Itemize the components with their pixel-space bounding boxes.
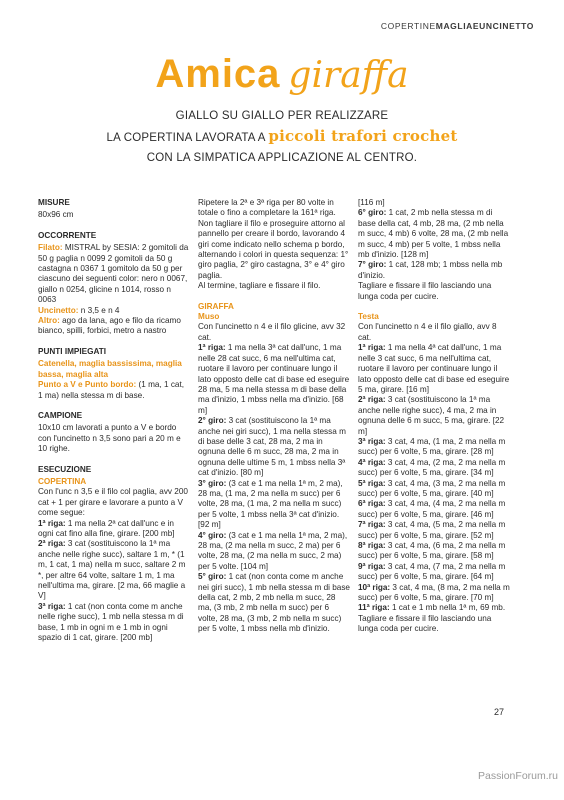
row-label: 3ª riga: bbox=[38, 601, 66, 611]
row-label: 3° giro: bbox=[198, 478, 227, 488]
column-2 bbox=[198, 198, 350, 635]
title-word-amica: Amica bbox=[155, 52, 281, 96]
filato-text: MISTRAL by SESIA: 2 gomitoli da 50 g paglia n 0099 2 gomitoli da 50 g castagna n 0367 1 gomitolo da 50 g per ciascuno dei seguenti color: nero n 0067, giallo n 0254, glicine n 1014, rosso n 0063 bbox=[38, 243, 189, 305]
row-text: 3 cat, 4 ma, (6 ma, 2 ma nella m succ) per 6 volte, 5 ma, girare. [58 m] bbox=[358, 541, 506, 561]
row-label: 8ª riga: bbox=[358, 541, 386, 550]
row-3 bbox=[38, 602, 190, 644]
muso-row-1 bbox=[198, 343, 350, 416]
muso-finish: Tagliare e fissare il filo lasciando una lunga coda per cucire. bbox=[358, 281, 492, 301]
misure-heading: MISURE bbox=[38, 198, 70, 207]
row-text: 1 cat (non conta come m anche nei giri succ), 1 mb nella stessa m di base della cat, 2 mb, 2 mb nella m succ, 28 ma, (3 mb, 2 mb nella m succ) per 6 volte, 28 ma, (3 mb, 2 mb nella m succ) per 5 volte, 1 mbss nella mb d'inizio. bbox=[198, 572, 350, 634]
row-text: 3 cat (sostituiscono la 1ª ma anche nei giri succ), 1 ma nella stessa m di base delle 3 cat, 28 ma, 2 ma in ognuna delle 6 m succ, 28 ma, 2 ma in ognuna delle ultime 5 m, 1 mbss nella 3ª cat d'inizio. [80 m] bbox=[198, 416, 346, 478]
row-text: 3 cat, 4 ma, (5 ma, 2 ma nella m succ) per 6 volte, 5 ma, girare. [52 m] bbox=[358, 520, 506, 540]
repeat-paragraph: Ripetere la 2ª e 3ª riga per 80 volte in totale o fino a completare la 161ª riga. Non tagliare il filo e proseguire attorno al pannello per creare il bordo, lavorando 4 giri come indicato nello schema p bordo, alternando i colori in questa sequenza: 1° giro paglia, 2° giro castagna, 3° e 4° giro paglia. bbox=[198, 198, 349, 280]
misure-text: 80x96 cm bbox=[38, 210, 74, 220]
testa-row-2 bbox=[358, 395, 510, 437]
subtitle bbox=[0, 106, 564, 168]
watermark: PassionForum.ru bbox=[478, 770, 558, 782]
muso-round-3 bbox=[198, 479, 350, 531]
row-text: (3 cat e 1 ma nella 1ª m, 2 ma), 28 ma, (1 ma, 2 ma nella m succ) per 6 volte, 28 ma, (1 ma, 2 ma nella m succ) per 5 volte, 1 mbss nella 3ª cat d'inizio. [92 m] bbox=[198, 478, 343, 530]
campione-heading: CAMPIONE bbox=[38, 410, 83, 420]
row-text: 3 cat, 4 ma, (4 ma, 2 ma nella m succ) per 6 volte, 5 ma, girare. [46 m] bbox=[358, 499, 506, 519]
row-text: 3 cat, 4 ma, (7 ma, 2 ma nella m succ) per 6 volte, 5 ma, girare. [64 m] bbox=[358, 561, 506, 582]
row-label: 7° giro: bbox=[358, 260, 387, 270]
row-2 bbox=[38, 539, 190, 601]
column-1 bbox=[38, 198, 190, 643]
altro-label: Altro: bbox=[38, 316, 60, 326]
muso-round-7 bbox=[358, 260, 510, 281]
running-header bbox=[381, 21, 534, 31]
altro-paragraph bbox=[38, 316, 190, 337]
row-label: 10ª riga: bbox=[358, 582, 391, 592]
esecuzione-heading: ESECUZIONE bbox=[38, 464, 92, 474]
stitch-count: [116 m] bbox=[358, 198, 385, 207]
page-title bbox=[0, 52, 564, 97]
filato-label: Filato: bbox=[38, 243, 63, 253]
testa-row-9 bbox=[358, 562, 510, 583]
page-number: 27 bbox=[494, 707, 505, 717]
testa-row-10 bbox=[358, 583, 510, 604]
occorrente-heading: OCCORRENTE bbox=[38, 230, 97, 240]
subtitle-line-1: GIALLO SU GIALLO PER REALIZZARE bbox=[175, 110, 389, 122]
uncinetto-text: n 3,5 e n 4 bbox=[78, 305, 120, 315]
subtitle-line-2 bbox=[0, 126, 564, 148]
testa-intro: Con l'uncinetto n 4 e il filo giallo, avv 8 cat. bbox=[358, 322, 497, 342]
uncinetto-label: Uncinetto: bbox=[38, 305, 79, 315]
row-label: 2ª riga: bbox=[38, 539, 66, 549]
row-1 bbox=[38, 519, 190, 540]
row-label: 6ª riga: bbox=[358, 499, 386, 509]
row-label: 9ª riga: bbox=[358, 561, 386, 571]
finish-paragraph: Al termine, tagliare e fissare il filo. bbox=[198, 281, 321, 291]
row-text: 3 cat, 4 ma, (1 ma, 2 ma nella m succ) per 6 volte, 5 ma, girare. [28 m] bbox=[358, 436, 506, 457]
row-label: 5ª riga: bbox=[358, 478, 386, 488]
subtitle-line-3: CON LA SIMPATICA APPLICAZIONE AL CENTRO. bbox=[146, 152, 418, 164]
row-text: 3 cat, 4 ma, (8 ma, 2 ma nella m succ) per 6 volte, 5 ma, girare. [70 m] bbox=[358, 582, 510, 603]
title-word-giraffa: giraffa bbox=[288, 55, 409, 96]
testa-row-7 bbox=[358, 520, 510, 541]
row-text: 1 cat (non conta come m anche nelle righe succ), 1 mb nella stessa m di base, 1 mb in ogni m e 1 mb in ogni spazio di 1 cat, girare. [200 mb] bbox=[38, 601, 184, 643]
muso-round-4 bbox=[198, 531, 350, 573]
row-label: 4° giro: bbox=[198, 530, 227, 540]
row-label: 11ª riga: bbox=[358, 603, 390, 613]
testa-finish: Tagliare e fissare il filo lasciando una lunga coda per cucire. bbox=[358, 613, 492, 634]
column-3 bbox=[358, 198, 510, 635]
row-label: 5° giro: bbox=[198, 572, 227, 582]
row-text: 1 ma nella 2ª cat dall'unc e in ogni cat fino alla fine, girare. [200 mb] bbox=[38, 518, 175, 538]
filato-paragraph bbox=[38, 243, 190, 305]
row-label: 1ª riga: bbox=[358, 343, 386, 353]
punto-text: (1 ma, 1 cat, 1 ma) nella stessa m di base. bbox=[38, 380, 185, 400]
row-text: 3 cat (sostituiscono la 1ª ma anche nelle righe succ), saltare 1 m, * (1 m, 1 cat, 1 ma) nella m succ, saltare 2 m *, per altre 64 volte, saltare 1 m, 1 ma nell'ultima ma, girare. [2 ma, 66 maglie a V] bbox=[38, 539, 186, 601]
testa-row-1 bbox=[358, 343, 510, 395]
punti-list: Catenella, maglia bassissima, maglia bassa, maglia alta bbox=[38, 359, 182, 379]
muso-round-5 bbox=[198, 572, 350, 634]
copertina-heading: COPERTINA bbox=[38, 476, 87, 486]
altro-text: ago da lana, ago e filo da ricamo bianco, spilli, forbici, metro a nastro bbox=[38, 316, 181, 336]
esecuzione-intro: Con l'unc n 3,5 e il filo col paglia, avv 200 cat + 1 per girare e lavorare a punto a V come segue: bbox=[38, 487, 188, 518]
row-text: 1 cat, 128 mb; 1 mbss nella mb d'inizio. bbox=[358, 260, 503, 280]
row-text: 1 ma nella 4ª cat dall'unc, 1 ma nelle 3 cat succ, 6 ma nell'ultima cat, ruotare il lavoro per continuare lungo il lato opposto delle cat di base ed eseguire 5 ma, girare. [16 m] bbox=[358, 343, 510, 394]
row-text: (3 cat e 1 ma nella 1ª ma, 2 ma), 28 ma, (2 ma nella m succ, 2 ma) per 6 volte, 28 ma, (2 ma nella m succ, 2 ma) per 5 volte. [104 m] bbox=[198, 530, 348, 571]
row-text: 1 cat e 1 mb nella 1ª m, 69 mb. bbox=[389, 603, 506, 613]
punto-paragraph bbox=[38, 380, 190, 401]
row-label: 1ª riga: bbox=[198, 343, 226, 353]
muso-round-6 bbox=[358, 208, 510, 260]
row-label: 2° giro: bbox=[198, 416, 227, 426]
punto-label: Punto a V e Punto bordo: bbox=[38, 380, 137, 390]
campione-text: 10x10 cm lavorati a punto a V e bordo con l'uncinetto n 3,5 sono pari a 20 m e 10 righe. bbox=[38, 423, 181, 454]
row-text: 3 cat (sostituiscono la 1ª ma anche nelle righe succ), 4 ma, 2 ma in ognuna delle 6 m succ, 5 ma, girare. [22 m] bbox=[358, 395, 505, 436]
uncinetto-paragraph bbox=[38, 306, 190, 316]
row-label: 4ª riga: bbox=[358, 457, 386, 467]
giraffa-heading: GIRAFFA bbox=[198, 301, 234, 311]
testa-row-4 bbox=[358, 458, 510, 479]
punti-heading: PUNTI IMPIEGATI bbox=[38, 346, 107, 356]
row-label: 1ª riga: bbox=[38, 518, 66, 528]
testa-row-6 bbox=[358, 499, 510, 520]
section-label-bold: MAGLIAEUNCINETTO bbox=[435, 21, 534, 31]
testa-row-5 bbox=[358, 479, 510, 500]
row-label: 7ª riga: bbox=[358, 520, 386, 530]
section-label: COPERTINE bbox=[380, 21, 436, 31]
muso-intro: Con l'uncinetto n 4 e il filo glicine, avv 32 cat. bbox=[198, 322, 346, 342]
row-text: 3 cat, 4 ma, (2 ma, 2 ma nella m succ) per 6 volte, 5 ma, girare. [34 m] bbox=[358, 457, 506, 478]
testa-row-3 bbox=[358, 437, 510, 458]
row-label: 3ª riga: bbox=[358, 436, 386, 446]
subtitle-highlight: piccoli trafori crochet bbox=[268, 127, 458, 145]
testa-row-8 bbox=[358, 541, 510, 562]
row-label: 6° giro: bbox=[358, 208, 387, 218]
row-text: 3 cat, 4 ma, (3 ma, 2 ma nella m succ) per 6 volte, 5 ma, girare. [40 m] bbox=[358, 478, 506, 498]
row-text: 1 ma nella 3ª cat dall'unc, 1 ma nelle 28 cat succ, 6 ma nell'ultima cat, ruotare il lavoro per continuare lungo il lato opposto delle cat di base ed eseguire 28 ma, 5 ma nella stessa m di base della ma d'inizio, 1 mbss nella ma d'inizio. [68 m] bbox=[198, 343, 350, 415]
subtitle-line-2-text: LA COPERTINA LAVORATA A bbox=[106, 132, 265, 144]
row-text: 1 cat, 2 mb nella stessa m di base della cat, 4 mb, 28 ma, (2 mb nella m succ, 4 mb) 6 volte, 28 ma, (2 mb nella m succ, 4 mb) per 5 volte, 1 mbss nella mb d'inizio. [128 m] bbox=[358, 208, 509, 260]
testa-row-11 bbox=[358, 603, 510, 613]
row-label: 2ª riga: bbox=[358, 395, 386, 405]
muso-heading: Muso bbox=[198, 312, 220, 322]
muso-round-2 bbox=[198, 416, 350, 478]
testa-heading: Testa bbox=[358, 312, 379, 322]
